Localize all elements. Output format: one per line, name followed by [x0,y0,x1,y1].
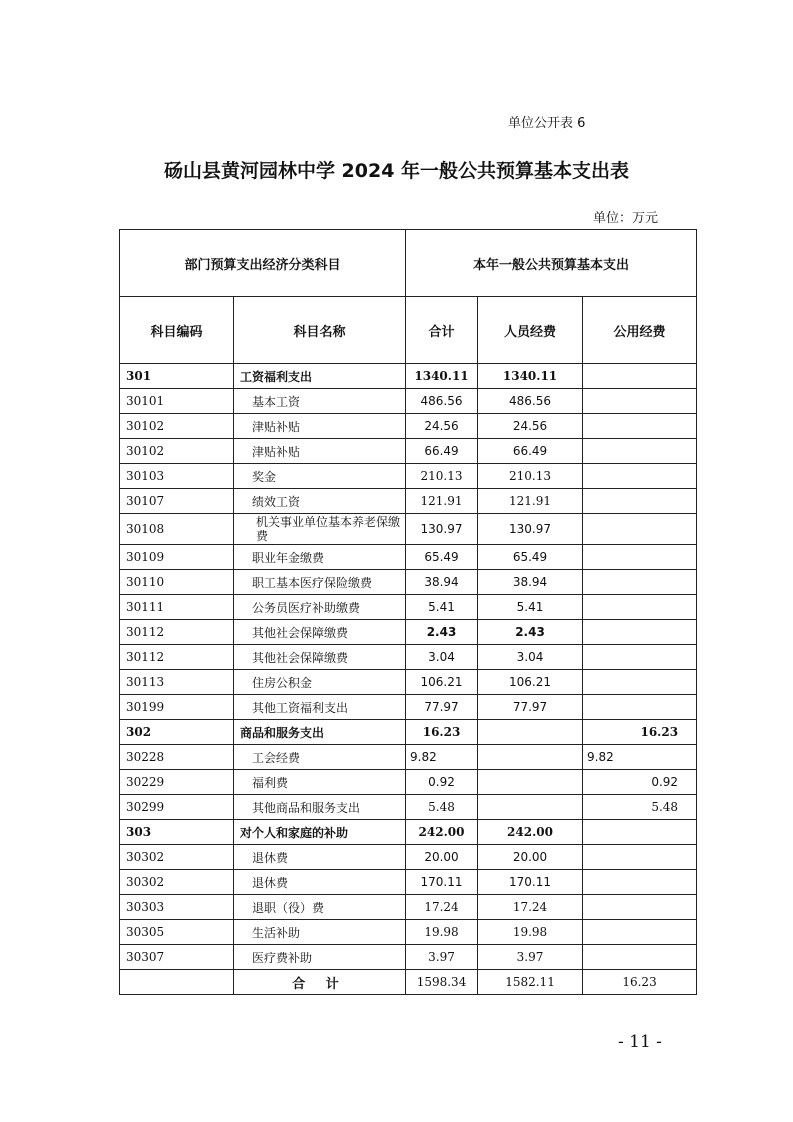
page-title: 砀山县黄河园林中学 2024 年一般公共预算基本支出表 [163,160,630,182]
table-row [120,670,697,695]
cell-public [583,945,697,970]
header-public: 公用经费 [583,297,697,364]
cell-total: 16.23 [406,720,478,745]
cell-total: 77.97 [406,695,478,720]
cell-code: 30112 [120,620,234,645]
cell-personnel: 17.24 [478,895,583,920]
cell-personnel: 121.91 [478,489,583,514]
table-row [120,945,697,970]
table-row [120,920,697,945]
cell-total: 65.49 [406,545,478,570]
header-personnel: 人员经费 [478,297,583,364]
cell-public [583,895,697,920]
header-code: 科目编码 [120,297,234,364]
cell-personnel [478,795,583,820]
total-row [120,970,697,995]
cell-public [583,670,697,695]
cell-personnel [478,745,583,770]
cell-personnel: 3.04 [478,645,583,670]
table-row [120,845,697,870]
cell-total: 3.97 [406,945,478,970]
cell-personnel [478,770,583,795]
table-number-label: 单位公开表 6 [508,116,586,131]
cell-personnel: 65.49 [478,545,583,570]
cell-code: 30101 [120,389,234,414]
table-row [120,514,697,545]
header-column-row [120,297,697,364]
cell-total: 17.24 [406,895,478,920]
cell-name: 职工基本医疗保险缴费 [234,570,406,595]
cell-total: 2.43 [406,620,478,645]
cell-public: 5.48 [583,795,697,820]
cell-name: 绩效工资 [234,489,406,514]
cell-personnel [478,720,583,745]
total-label: 合 计 [234,970,406,995]
table-row [120,870,697,895]
table-row [120,795,697,820]
cell-total: 1340.11 [406,364,478,389]
cell-public [583,439,697,464]
cell-total: 5.48 [406,795,478,820]
cell-total: 20.00 [406,845,478,870]
header-group-left: 部门预算支出经济分类科目 [120,230,406,297]
cell-total: 3.04 [406,645,478,670]
cell-total: 5.41 [406,595,478,620]
total-public: 16.23 [583,970,697,995]
cell-name: 退休费 [234,870,406,895]
cell-code: 30112 [120,645,234,670]
table-row [120,770,697,795]
cell-name: 机关事业单位基本养老保缴费 [234,514,406,545]
table-row [120,695,697,720]
cell-name: 津贴补贴 [234,414,406,439]
cell-total: 19.98 [406,920,478,945]
cell-total: 106.21 [406,670,478,695]
cell-code: 30299 [120,795,234,820]
table-row [120,570,697,595]
cell-code: 30307 [120,945,234,970]
cell-name: 工资福利支出 [234,364,406,389]
cell-personnel: 130.97 [478,514,583,545]
cell-public [583,489,697,514]
cell-code: 303 [120,820,234,845]
cell-code: 30229 [120,770,234,795]
cell-personnel: 210.13 [478,464,583,489]
cell-code: 30109 [120,545,234,570]
cell-total: 121.91 [406,489,478,514]
cell-personnel: 66.49 [478,439,583,464]
cell-name: 退职（役）费 [234,895,406,920]
cell-code: 30302 [120,870,234,895]
cell-public [583,870,697,895]
table-row [120,364,697,389]
table-row [120,595,697,620]
table-row [120,620,697,645]
cell-code: 30108 [120,514,234,545]
cell-public [583,570,697,595]
cell-code: 30111 [120,595,234,620]
cell-name: 其他社会保障缴费 [234,645,406,670]
cell-public [583,820,697,845]
cell-personnel: 38.94 [478,570,583,595]
total-sum: 1598.34 [406,970,478,995]
cell-personnel: 77.97 [478,695,583,720]
cell-public [583,464,697,489]
table-row [120,820,697,845]
cell-public [583,620,697,645]
cell-public [583,545,697,570]
unit-label: 单位：万元 [593,211,659,226]
cell-name: 退休费 [234,845,406,870]
cell-personnel: 486.56 [478,389,583,414]
cell-total: 486.56 [406,389,478,414]
cell-name: 对个人和家庭的补助 [234,820,406,845]
cell-code: 30303 [120,895,234,920]
table-row [120,389,697,414]
cell-name: 公务员医疗补助缴费 [234,595,406,620]
cell-public [583,920,697,945]
cell-total: 38.94 [406,570,478,595]
cell-personnel: 1340.11 [478,364,583,389]
cell-public [583,845,697,870]
cell-name: 职业年金缴费 [234,545,406,570]
cell-total: 24.56 [406,414,478,439]
page-number: - 11 - [618,1032,662,1052]
table-row [120,720,697,745]
cell-code: 30102 [120,414,234,439]
cell-personnel: 5.41 [478,595,583,620]
cell-code: 30228 [120,745,234,770]
cell-public [583,414,697,439]
cell-public [583,364,697,389]
cell-personnel: 242.00 [478,820,583,845]
cell-total: 210.13 [406,464,478,489]
total-personnel: 1582.11 [478,970,583,995]
cell-personnel: 20.00 [478,845,583,870]
cell-name: 其他社会保障缴费 [234,620,406,645]
cell-code: 301 [120,364,234,389]
cell-total: 130.97 [406,514,478,545]
table-row [120,414,697,439]
table-row [120,895,697,920]
cell-total: 242.00 [406,820,478,845]
cell-code: 30113 [120,670,234,695]
table-row [120,489,697,514]
cell-personnel: 2.43 [478,620,583,645]
cell-name: 住房公积金 [234,670,406,695]
cell-code: 30302 [120,845,234,870]
cell-code: 30102 [120,439,234,464]
cell-public: 16.23 [583,720,697,745]
header-group-row [120,230,697,297]
cell-public [583,514,697,545]
cell-code: 30110 [120,570,234,595]
cell-name: 奖金 [234,464,406,489]
cell-personnel: 19.98 [478,920,583,945]
cell-name: 津贴补贴 [234,439,406,464]
cell-name: 其他工资福利支出 [234,695,406,720]
cell-personnel: 106.21 [478,670,583,695]
header-group-right: 本年一般公共预算基本支出 [406,230,697,297]
table-row [120,439,697,464]
cell-name: 医疗费补助 [234,945,406,970]
cell-code: 30305 [120,920,234,945]
cell-total: 66.49 [406,439,478,464]
cell-public [583,595,697,620]
cell-total: 170.11 [406,870,478,895]
cell-public [583,389,697,414]
cell-personnel: 3.97 [478,945,583,970]
cell-public: 9.82 [583,745,697,770]
cell-name: 工会经费 [234,745,406,770]
header-name: 科目名称 [234,297,406,364]
table-row [120,645,697,670]
cell-name: 基本工资 [234,389,406,414]
cell-total: 9.82 [406,745,478,770]
cell-code: 30103 [120,464,234,489]
cell-public: 0.92 [583,770,697,795]
table-row [120,545,697,570]
cell-name: 商品和服务支出 [234,720,406,745]
cell-total: 0.92 [406,770,478,795]
cell-code: 30107 [120,489,234,514]
cell-name: 其他商品和服务支出 [234,795,406,820]
cell-name: 福利费 [234,770,406,795]
cell-code: 30199 [120,695,234,720]
total-cell-empty [120,970,234,995]
header-total: 合计 [406,297,478,364]
cell-public [583,645,697,670]
cell-personnel: 170.11 [478,870,583,895]
table-row [120,745,697,770]
cell-name: 生活补助 [234,920,406,945]
cell-personnel: 24.56 [478,414,583,439]
budget-table [119,229,697,995]
cell-public [583,695,697,720]
cell-code: 302 [120,720,234,745]
table-row [120,464,697,489]
